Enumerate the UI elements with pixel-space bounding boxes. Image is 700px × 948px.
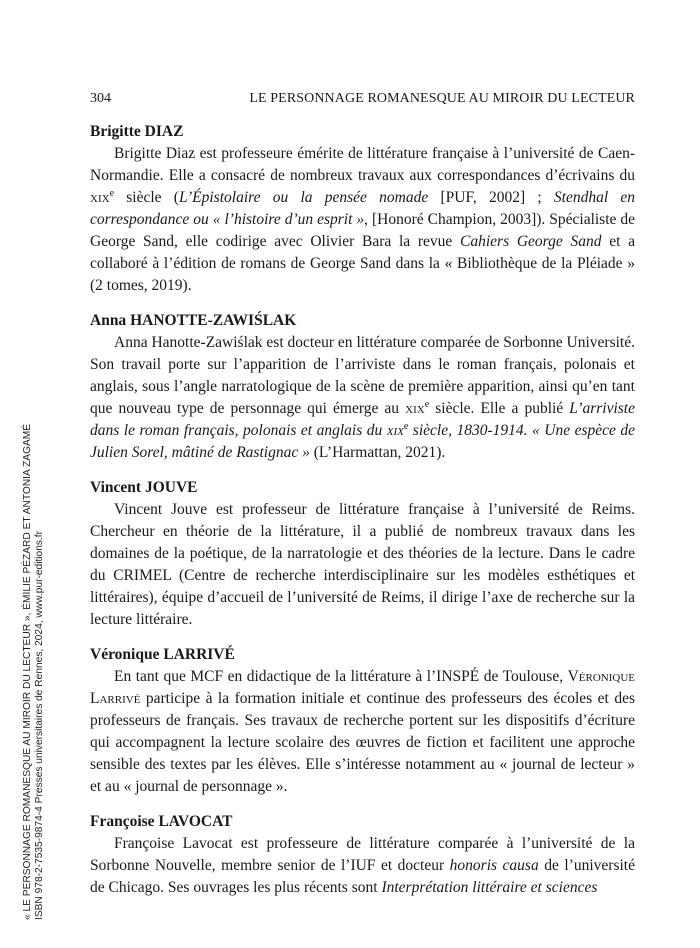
contributor-name: Véronique LARRIVÉ — [90, 646, 235, 663]
contributor-entry — [90, 120, 635, 297]
contributor-bio: Vincent Jouve est professeur de littérature française à l’université de Reims. Chercheur en théorie de la littérature, il a publié de nombreux travaux dans les domaines de la poétique, de la narratologie et des théories de la lecture. Dans le cadre du CRIMEL (Centre de recherche interdisciplinaire sur les modèles esthétiques et littéraires), équipe d’accueil de l’université de Reims, il dirige l’axe de recherche sur la lecture littéraire. — [90, 501, 635, 628]
contributor-name: Vincent JOUVE — [90, 479, 198, 496]
running-head: LE PERSONNAGE ROMANESQUE AU MIROIR DU LECTEUR — [249, 91, 635, 106]
contributors-list — [90, 120, 635, 899]
contributor-name: Françoise LAVOCAT — [90, 813, 233, 830]
contributor-bio: En tant que MCF en didactique de la littérature à l’INSPÉ de Toulouse, Véronique Larrivé participe à la formation initiale et continue des professeurs des écoles et des professeurs de français. Ses travaux de recherche portent sur les dispositifs d’écriture qui accompagnent la lecture scolaire des œuvres de fiction et facilitent une approche sensible des textes par les élèves. Elle s’intéresse notamment au « journal de lecteur » et au « journal de personnage ». — [90, 668, 635, 795]
contributor-name: Anna HANOTTE-ZAWIŚLAK — [90, 312, 297, 329]
page-header — [90, 91, 635, 113]
page-number: 304 — [90, 91, 111, 106]
copyright-side-note — [22, 423, 52, 920]
contributor-bio: Brigitte Diaz est professeure émérite de littérature française à l’université de Caen-Normandie. Elle a consacré de nombreux travaux aux correspondances d’écrivains du xix$^e$ siècle (L’Épistolaire ou la pensée nomade [PUF, 2002] ; Stendhal en correspondance ou « l’histoire d’un esprit », [Honoré Champion, 2003]). Spécialiste de George Sand, elle codirige avec Olivier Bara la revue Cahiers George Sand et a collaboré à l’édition de romans de George Sand dans la « Bibliothèque de la Pléiade » (2 tomes, 2019). — [90, 145, 636, 294]
contributor-bio: Anna Hanotte-Zawiślak est docteur en littérature comparée de Sorbonne Université. Son travail porte sur l’apparition de l’arriviste dans le roman français, polonais et anglais, sous l’angle narratologique de la scène de première apparition, ainsi qu’en tant que nouveau type de personnage qui émerge au xix$^e$ siècle. Elle a publié L’arriviste dans le roman français, polonais et anglais du xix$^e$ siècle, 1830-1914. « Une espèce de Julien Sorel, mâtiné de Rastignac » (L’Harmattan, 2021). — [90, 334, 635, 461]
contributor-bio: Françoise Lavocat est professeure de littérature comparée à l’université de la Sorbonne Nouvelle, membre senior de l’IUF et docteur honoris causa de l’université de Chicago. Ses ouvrages les plus récents sont Interprétation littéraire et sciences — [90, 835, 635, 896]
contributor-name: Brigitte DIAZ — [90, 123, 184, 140]
contributor-entry — [90, 643, 635, 798]
contributor-entry — [90, 309, 635, 464]
side-note-isbn: ISBN 978-2-7535-9874-4 Presses universitaires de Rennes, 2024, www.pur-editions.fr — [34, 530, 45, 920]
contributor-entry — [90, 810, 635, 899]
contributor-entry — [90, 476, 635, 631]
side-note-title: « LE PERSONNAGE ROMANESQUE AU MIROIR DU LECTEUR », ÉMILIE PÉZARD ET ANTONIA ZAGAMÉ — [22, 423, 33, 920]
